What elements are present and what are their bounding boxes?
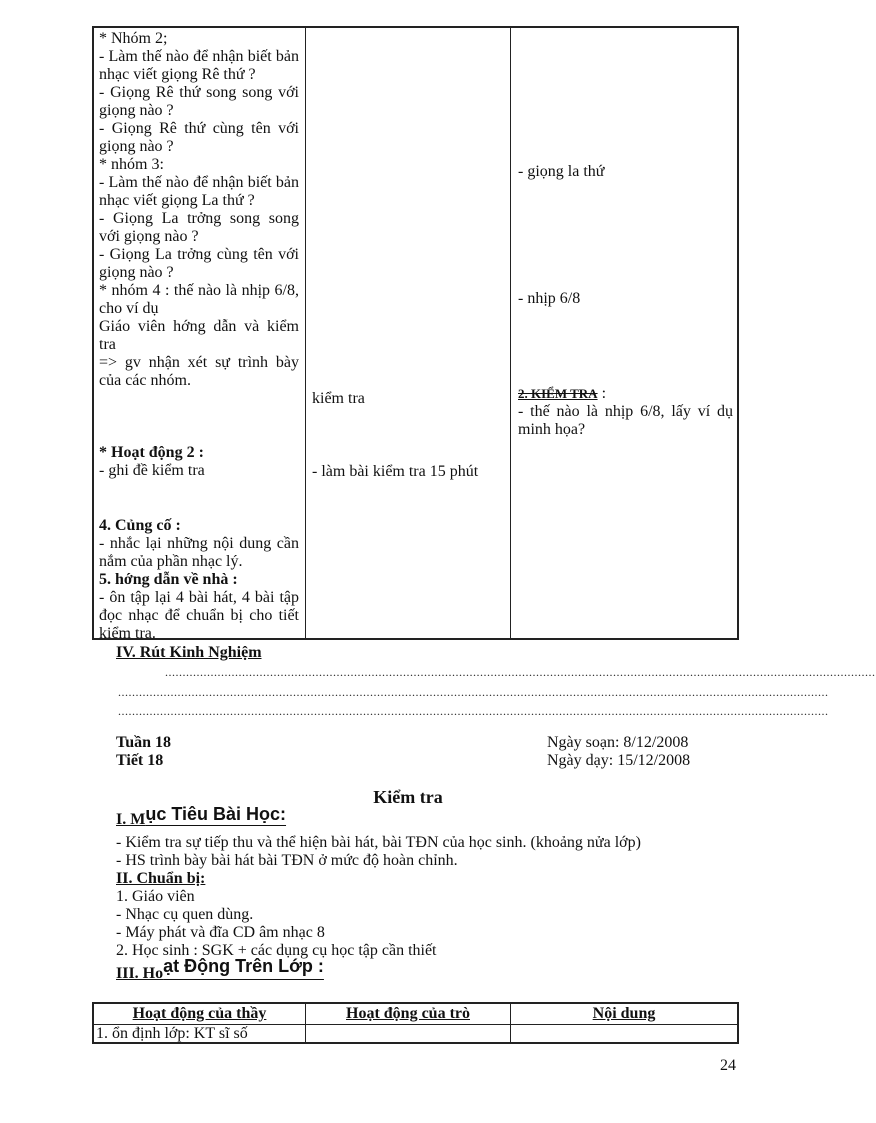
dotted-line: ........................................................................................................................................................................................................... — [165, 665, 876, 679]
text-line: * Nhóm 2; — [99, 30, 168, 47]
list-item: 1. Giáo viên — [116, 888, 195, 905]
text-line: - Giọng Rê thứ cùng tên với giọng nào ? — [99, 120, 299, 155]
content-nhip — [518, 290, 733, 308]
section-heading: * Hoạt động 2 : — [99, 444, 204, 461]
content-column — [518, 163, 733, 181]
text-line: - giọng la thứ — [518, 163, 605, 180]
objective-list — [116, 834, 641, 870]
section-heading: 2. KIỂM TRA — [518, 386, 598, 401]
text-line: - Giọng La trởng song song với giọng nào ? — [99, 210, 299, 245]
dotted-line: ........................................................................................................................................................................................................... — [118, 685, 829, 699]
heading-prefix: III. Ho — [116, 965, 164, 982]
column-divider — [305, 28, 306, 638]
heading-prefix: I. M — [116, 811, 146, 828]
list-item: 2. Học sinh : SGK + các dụng cụ học tập cần thiết — [116, 942, 437, 959]
activity-table-header — [92, 1002, 739, 1044]
heading-rest: ục Tiêu Bài Học: — [145, 804, 287, 824]
page-title: Kiểm tra — [373, 787, 443, 807]
table-cell: 1. ổn định lớp: KT sĩ số — [96, 1025, 248, 1042]
text-line: - Giọng Rê thứ song song với giọng nào ? — [99, 84, 299, 119]
heading-rest: ạt Động Trên Lớp : — [163, 956, 324, 976]
preparation-list — [116, 888, 437, 960]
section-heading — [116, 804, 287, 829]
text-line: kiểm tra — [312, 390, 365, 407]
list-item: - Nhạc cụ quen dùng. — [116, 906, 254, 923]
lesson-label: Tiết 18 — [116, 752, 164, 769]
content-kiem-tra — [518, 385, 733, 439]
teacher-activity-column — [99, 30, 299, 390]
cung-co-block — [99, 517, 299, 643]
section-heading: IV. Rút Kinh Nghiệm — [116, 644, 262, 661]
column-header: Hoạt động của thầy — [132, 1005, 267, 1022]
list-item: - Máy phát và đĩa CD âm nhạc 8 — [116, 924, 325, 941]
week-label: Tuần 18 — [116, 734, 171, 751]
dotted-line: ........................................................................................................................................................................................................... — [118, 704, 829, 718]
section-heading: 4. Củng cố : — [99, 517, 181, 534]
text-line: Giáo viên hớng dẫn và kiểm tra — [99, 318, 299, 353]
activity-table — [92, 26, 739, 640]
section-heading: 5. hớng dẫn về nhà : — [99, 571, 238, 588]
hoat-dong-2-block — [99, 444, 299, 480]
section-heading — [116, 956, 324, 983]
prepare-date: Ngày soạn: 8/12/2008 — [547, 734, 689, 751]
text-line: - Giọng La trởng cùng tên với giọng nào ? — [99, 246, 299, 281]
text-line: - ghi đề kiểm tra — [99, 462, 205, 479]
text-line: - Làm thế nào để nhận biết bản nhạc viết giọng La thứ ? — [99, 174, 299, 209]
text-line: - Làm thế nào để nhận biết bản nhạc viết giọng Rê thứ ? — [99, 48, 299, 83]
text-line: * nhóm 4 : thế nào là nhịp 6/8, cho ví dụ — [99, 282, 299, 317]
text-line: * nhóm 3: — [99, 156, 164, 173]
student-activity-column — [312, 390, 504, 408]
page-number: 24 — [720, 1057, 736, 1074]
column-header: Hoạt động của trò — [346, 1005, 470, 1022]
list-item: - HS trình bày bài hát bài TĐN ở mức độ hoàn chỉnh. — [116, 852, 458, 869]
list-item: - Kiểm tra sự tiếp thu và thể hiện bài hát, bài TĐN của học sinh. (khoảng nửa lớp) — [116, 834, 641, 851]
teach-date: Ngày dạy: 15/12/2008 — [547, 752, 691, 769]
student-activity-test — [312, 463, 504, 481]
text-line: - làm bài kiểm tra 15 phút — [312, 463, 479, 480]
column-divider — [510, 28, 511, 638]
text-line: - thế nào là nhịp 6/8, lấy ví dụ minh họa? — [518, 403, 733, 438]
text-line: => gv nhận xét sự trình bày của các nhóm. — [99, 354, 299, 389]
text-line: - nhắc lại những nội dung cần nắm của phần nhạc lý. — [99, 535, 299, 570]
text-line: - nhịp 6/8 — [518, 290, 581, 307]
text-line: - ôn tập lại 4 bài hát, 4 bài tập đọc nhạc để chuẩn bị cho tiết kiểm tra. — [99, 589, 299, 642]
section-heading: II. Chuẩn bị: — [116, 870, 206, 887]
colon: : — [597, 385, 607, 402]
column-header: Nội dung — [592, 1005, 656, 1022]
